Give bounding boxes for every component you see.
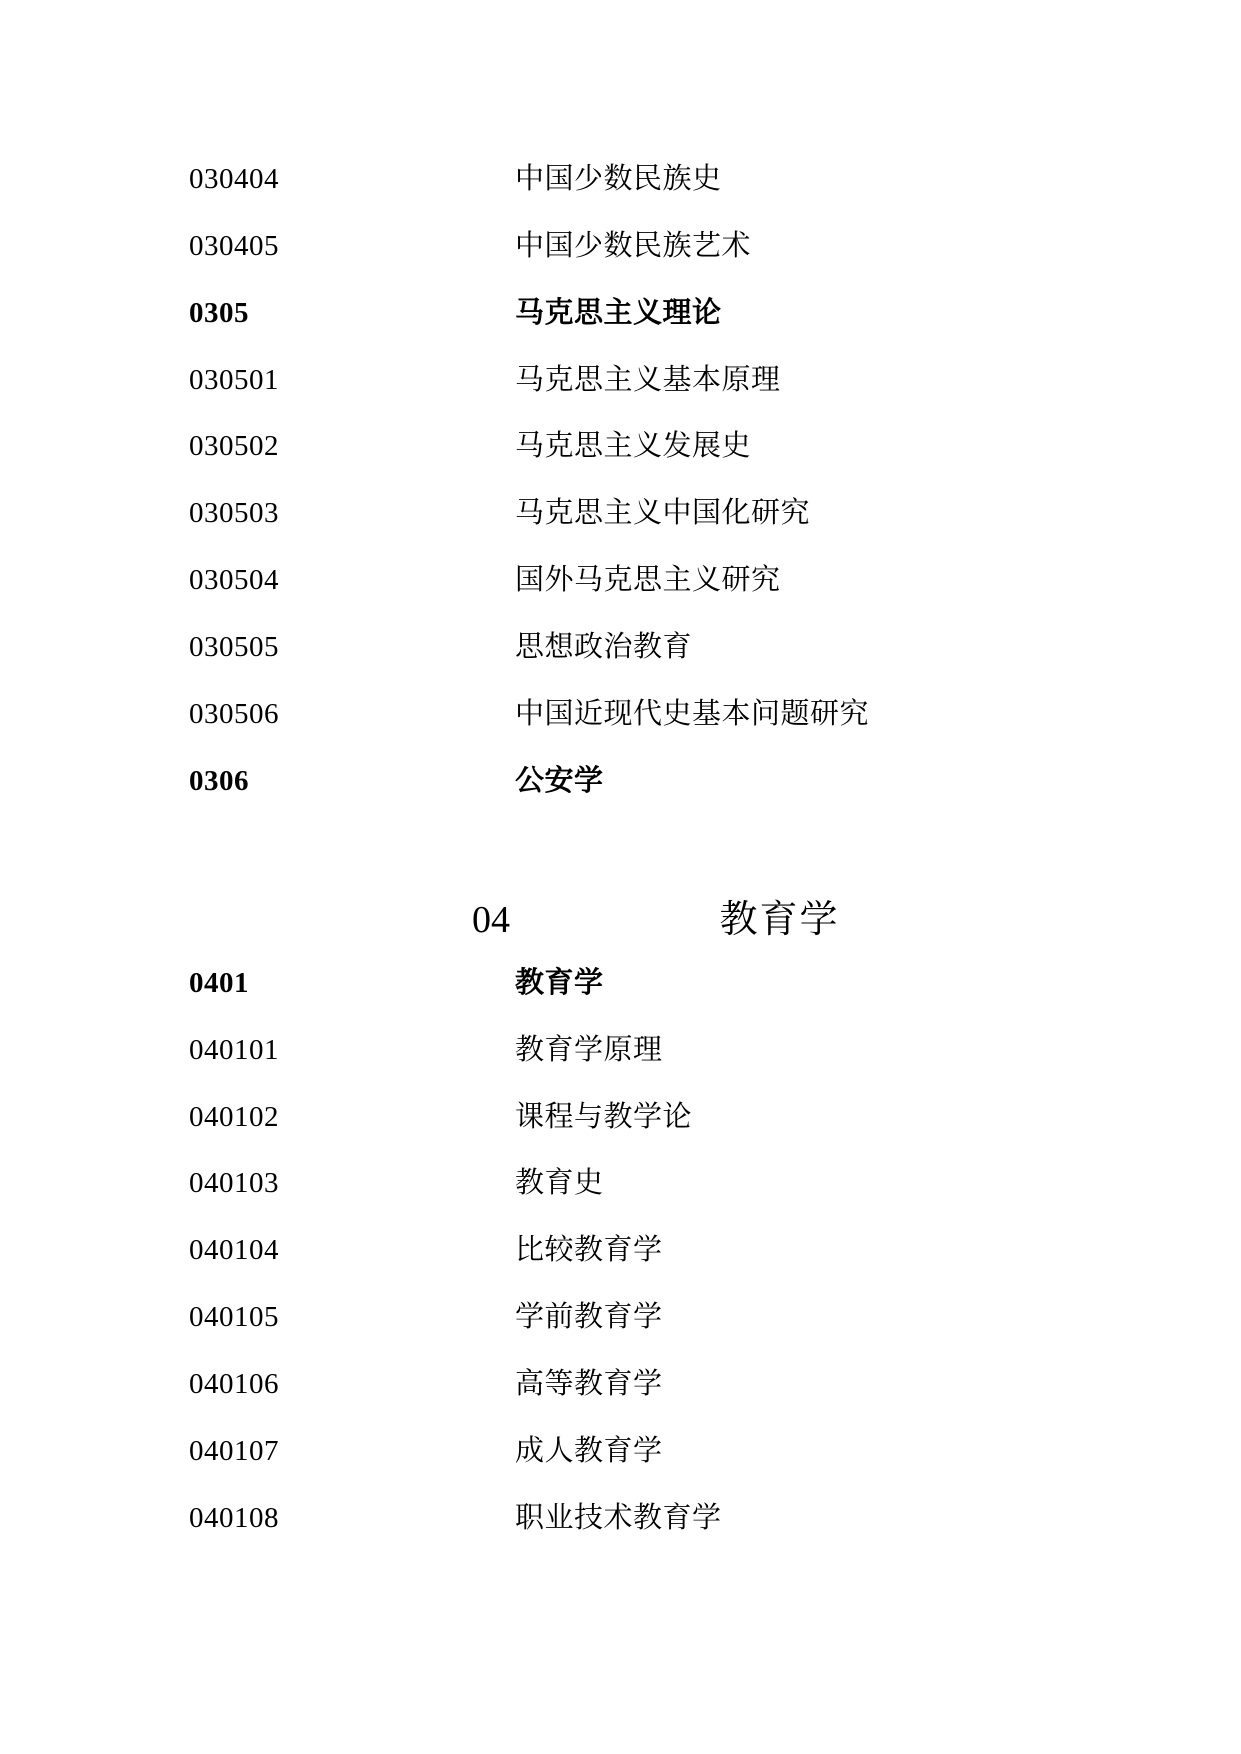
row-code: 0401	[189, 966, 249, 999]
row-code: 030501	[189, 363, 279, 396]
row-code: 040101	[189, 1033, 279, 1066]
table-row	[189, 1098, 1189, 1165]
table-row	[189, 1499, 1189, 1566]
section-heading-code: 04	[472, 899, 510, 942]
section-law-disciplines	[189, 160, 1189, 828]
row-name: 中国少数民族艺术	[515, 229, 752, 262]
row-code: 0305	[189, 296, 249, 329]
row-name: 教育史	[515, 1167, 604, 1200]
row-name: 马克思主义理论	[515, 296, 722, 329]
row-name: 比较教育学	[515, 1234, 663, 1267]
section-heading-name: 教育学	[719, 899, 840, 942]
row-code: 030404	[189, 163, 279, 195]
table-row	[189, 695, 1189, 762]
table-row	[189, 1365, 1189, 1432]
table-row	[189, 1298, 1189, 1365]
table-row	[189, 294, 1189, 361]
row-code: 040108	[189, 1501, 279, 1534]
row-code: 030506	[189, 697, 279, 730]
row-name: 教育学原理	[515, 1033, 663, 1066]
row-code: 040106	[189, 1368, 279, 1400]
row-name: 马克思主义中国化研究	[515, 497, 811, 530]
row-code: 030505	[189, 630, 279, 663]
row-name: 教育学	[515, 966, 604, 999]
row-name: 马克思主义发展史	[515, 430, 752, 463]
table-row	[189, 427, 1189, 494]
row-code: 040103	[189, 1167, 279, 1200]
section-education-disciplines	[189, 828, 1189, 1565]
row-name: 中国少数民族史	[515, 163, 722, 195]
table-row	[189, 227, 1189, 294]
row-name: 马克思主义基本原理	[515, 363, 781, 396]
row-code: 040107	[189, 1434, 279, 1467]
table-row	[189, 361, 1189, 428]
table-row	[189, 762, 1189, 829]
table-row	[189, 494, 1189, 561]
row-name: 职业技术教育学	[515, 1501, 722, 1534]
row-code: 040104	[189, 1234, 279, 1267]
row-code: 0306	[189, 764, 249, 797]
row-name: 成人教育学	[515, 1434, 663, 1467]
row-code: 040105	[189, 1301, 279, 1334]
table-row	[189, 1164, 1189, 1231]
row-name: 课程与教学论	[515, 1100, 693, 1133]
row-code: 030502	[189, 430, 279, 463]
page-content	[189, 160, 1189, 1566]
discipline-rows	[189, 160, 1189, 828]
row-name: 思想政治教育	[515, 630, 693, 663]
row-name: 国外马克思主义研究	[515, 564, 781, 597]
row-code: 040102	[189, 1100, 279, 1133]
row-code: 030504	[189, 564, 279, 597]
table-row	[189, 160, 1189, 227]
table-row	[189, 1432, 1189, 1499]
table-row	[189, 628, 1189, 695]
table-row	[189, 964, 1189, 1031]
discipline-rows	[189, 964, 1189, 1566]
table-row	[189, 561, 1189, 628]
row-name: 中国近现代史基本问题研究	[515, 697, 870, 730]
table-row	[189, 1031, 1189, 1098]
row-name: 公安学	[515, 764, 604, 797]
row-code: 030503	[189, 497, 279, 530]
section-heading	[189, 828, 1189, 964]
row-name: 学前教育学	[515, 1301, 663, 1334]
row-name: 高等教育学	[515, 1368, 663, 1400]
table-row	[189, 1231, 1189, 1298]
row-code: 030405	[189, 229, 279, 262]
